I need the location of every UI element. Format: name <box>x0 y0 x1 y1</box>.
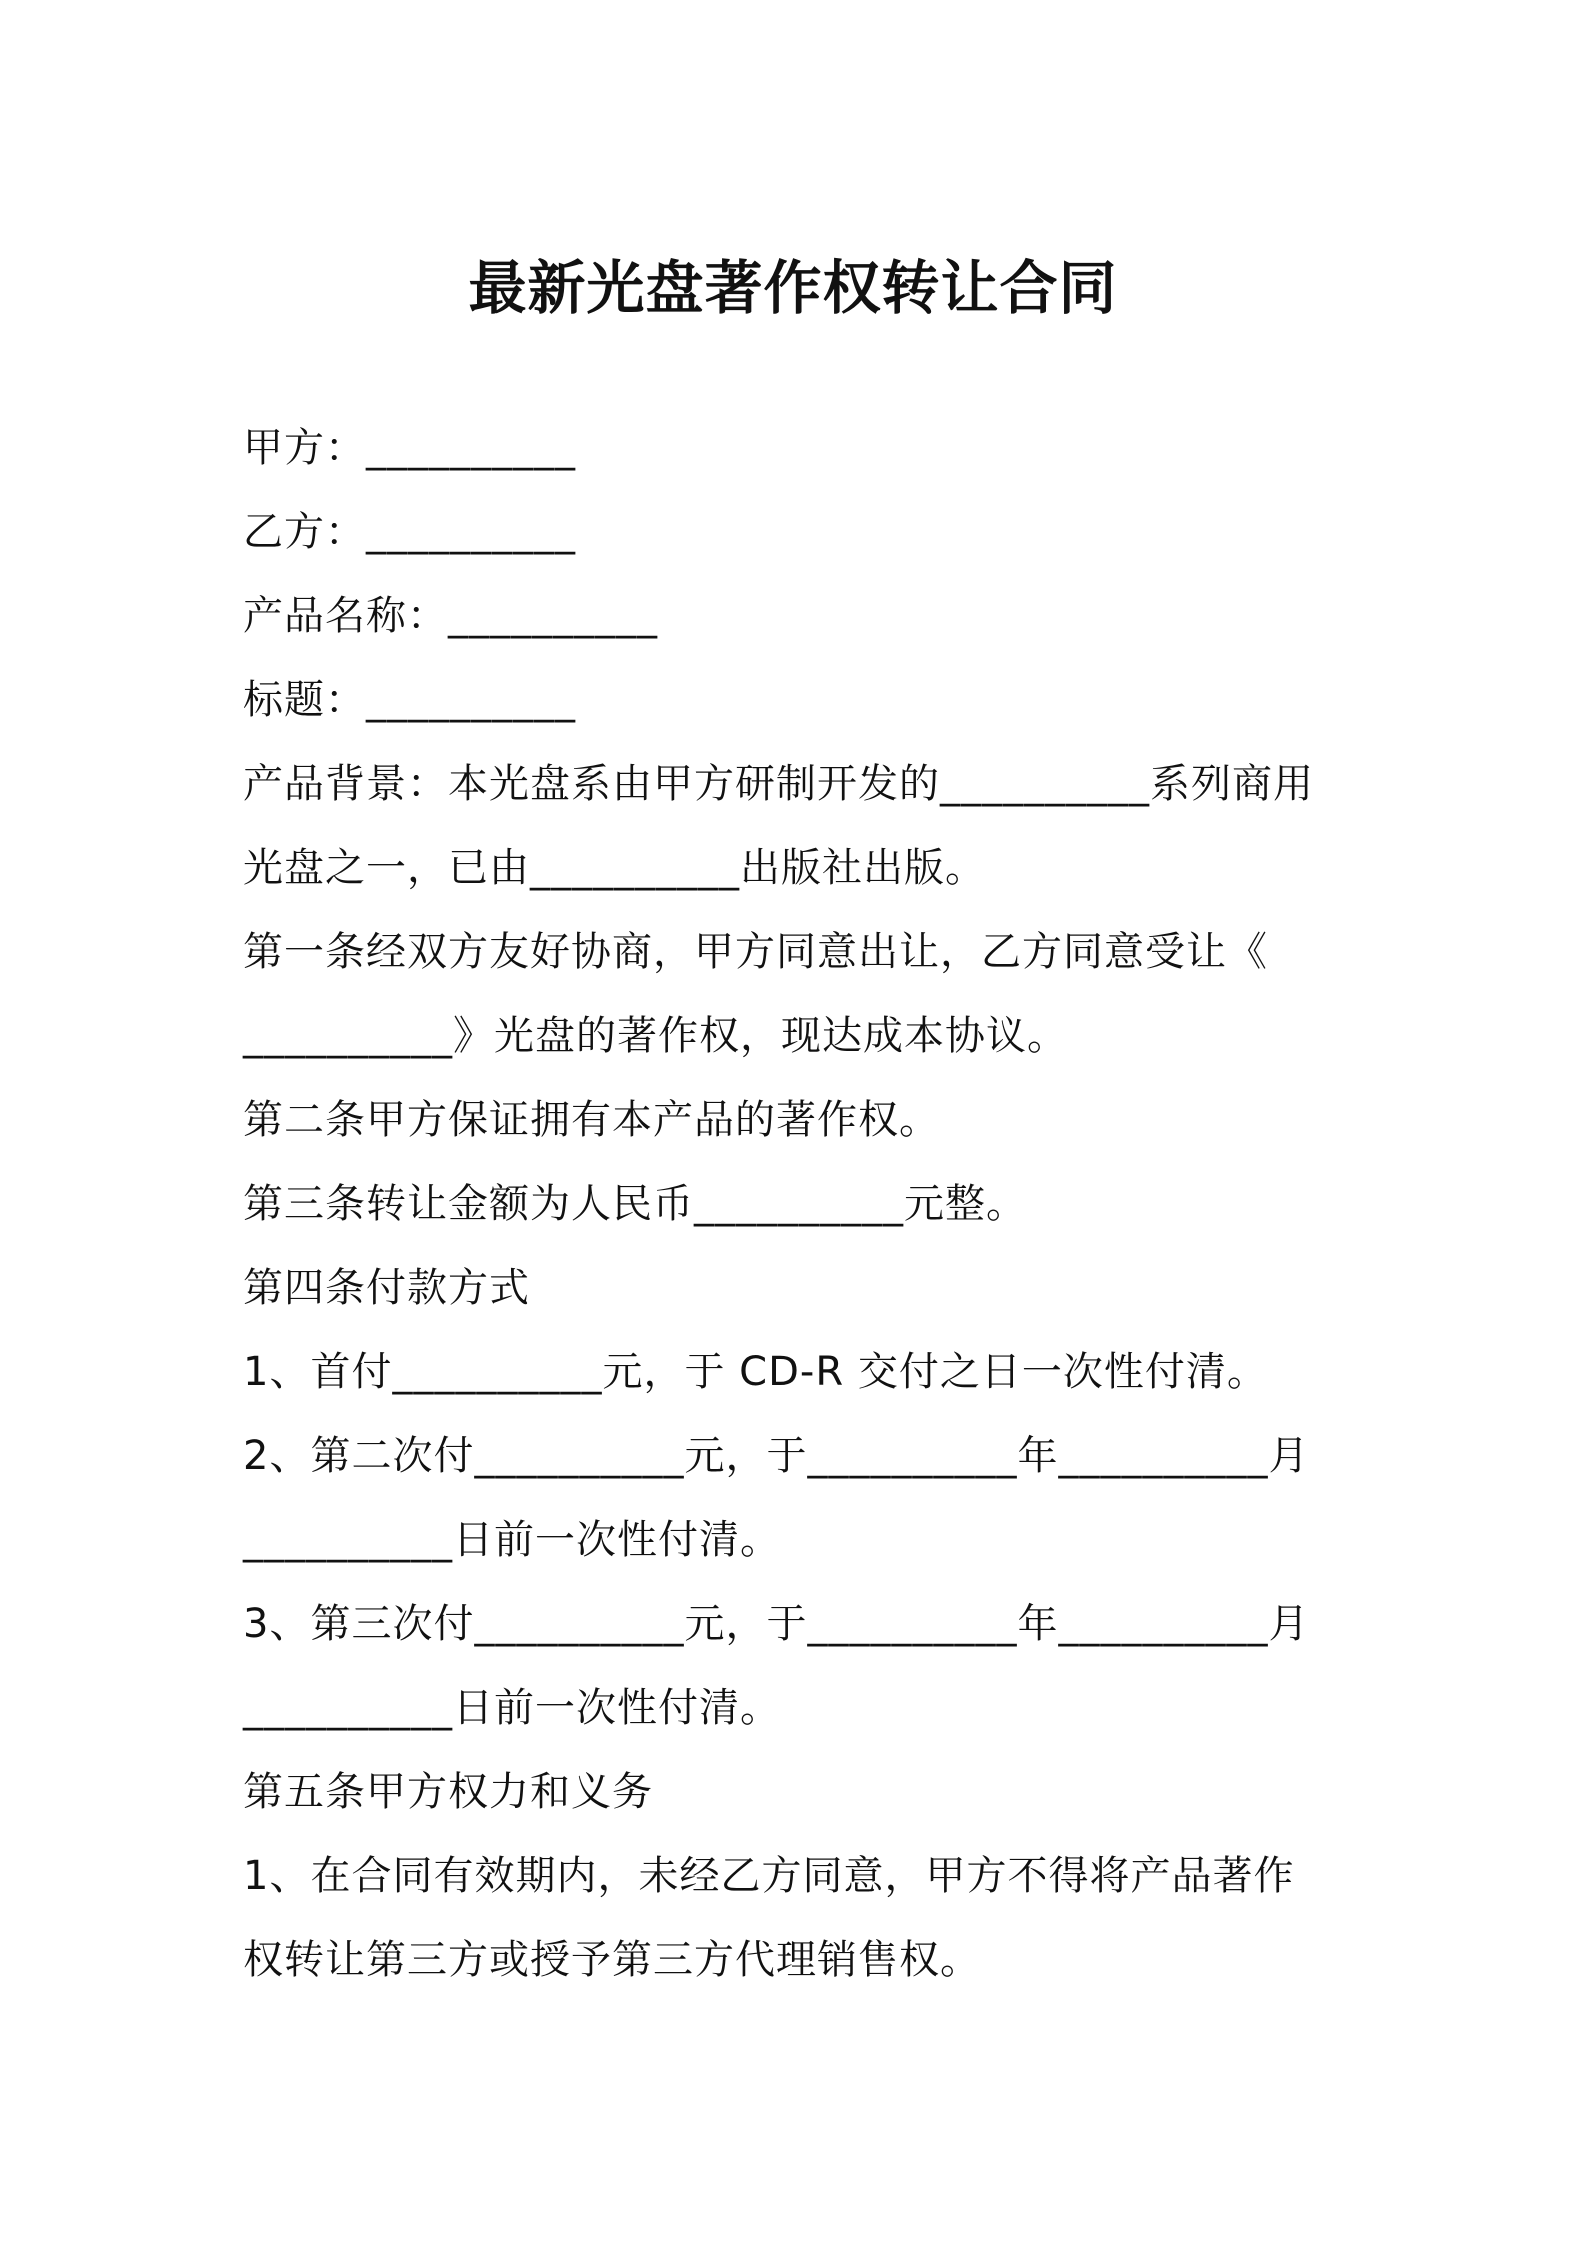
party-b-line: 乙方：__________ <box>243 509 576 555</box>
article-2-line: 第二条甲方保证拥有本产品的著作权。 <box>243 1097 940 1143</box>
obligation-item-1-line-1: 1、在合同有效期内，未经乙方同意，甲方不得将产品著作 <box>243 1853 1295 1899</box>
article-1-line-1: 第一条经双方友好协商，甲方同意出让，乙方同意受让《 <box>243 929 1268 975</box>
article-4-heading: 第四条付款方式 <box>243 1265 530 1311</box>
article-3-line: 第三条转让金额为人民币__________元整。 <box>243 1181 1027 1227</box>
heading-line: 标题：__________ <box>243 677 576 723</box>
product-background-line-2: 光盘之一，已由__________出版社出版。 <box>243 845 986 891</box>
payment-item-3-line-1: 3、第三次付__________元，于__________年__________月 <box>243 1601 1310 1647</box>
payment-item-2-line-1: 2、第二次付__________元，于__________年__________月 <box>243 1433 1310 1479</box>
party-a-line: 甲方：__________ <box>243 425 576 471</box>
payment-item-3-line-2: __________日前一次性付清。 <box>243 1685 781 1731</box>
payment-item-1: 1、首付__________元，于 CD-R 交付之日一次性付清。 <box>243 1349 1268 1395</box>
article-5-heading: 第五条甲方权力和义务 <box>243 1769 653 1815</box>
product-background-line-1: 产品背景：本光盘系由甲方研制开发的__________系列商用 <box>243 761 1314 807</box>
product-name-line: 产品名称：__________ <box>243 593 658 639</box>
obligation-item-1-line-2: 权转让第三方或授予第三方代理销售权。 <box>243 1937 981 1983</box>
document-title: 最新光盘著作权转让合同 <box>468 254 1118 322</box>
document-body <box>243 406 1353 2002</box>
payment-item-2-line-2: __________日前一次性付清。 <box>243 1517 781 1563</box>
article-1-line-2: __________》光盘的著作权，现达成本协议。 <box>243 1013 1068 1059</box>
